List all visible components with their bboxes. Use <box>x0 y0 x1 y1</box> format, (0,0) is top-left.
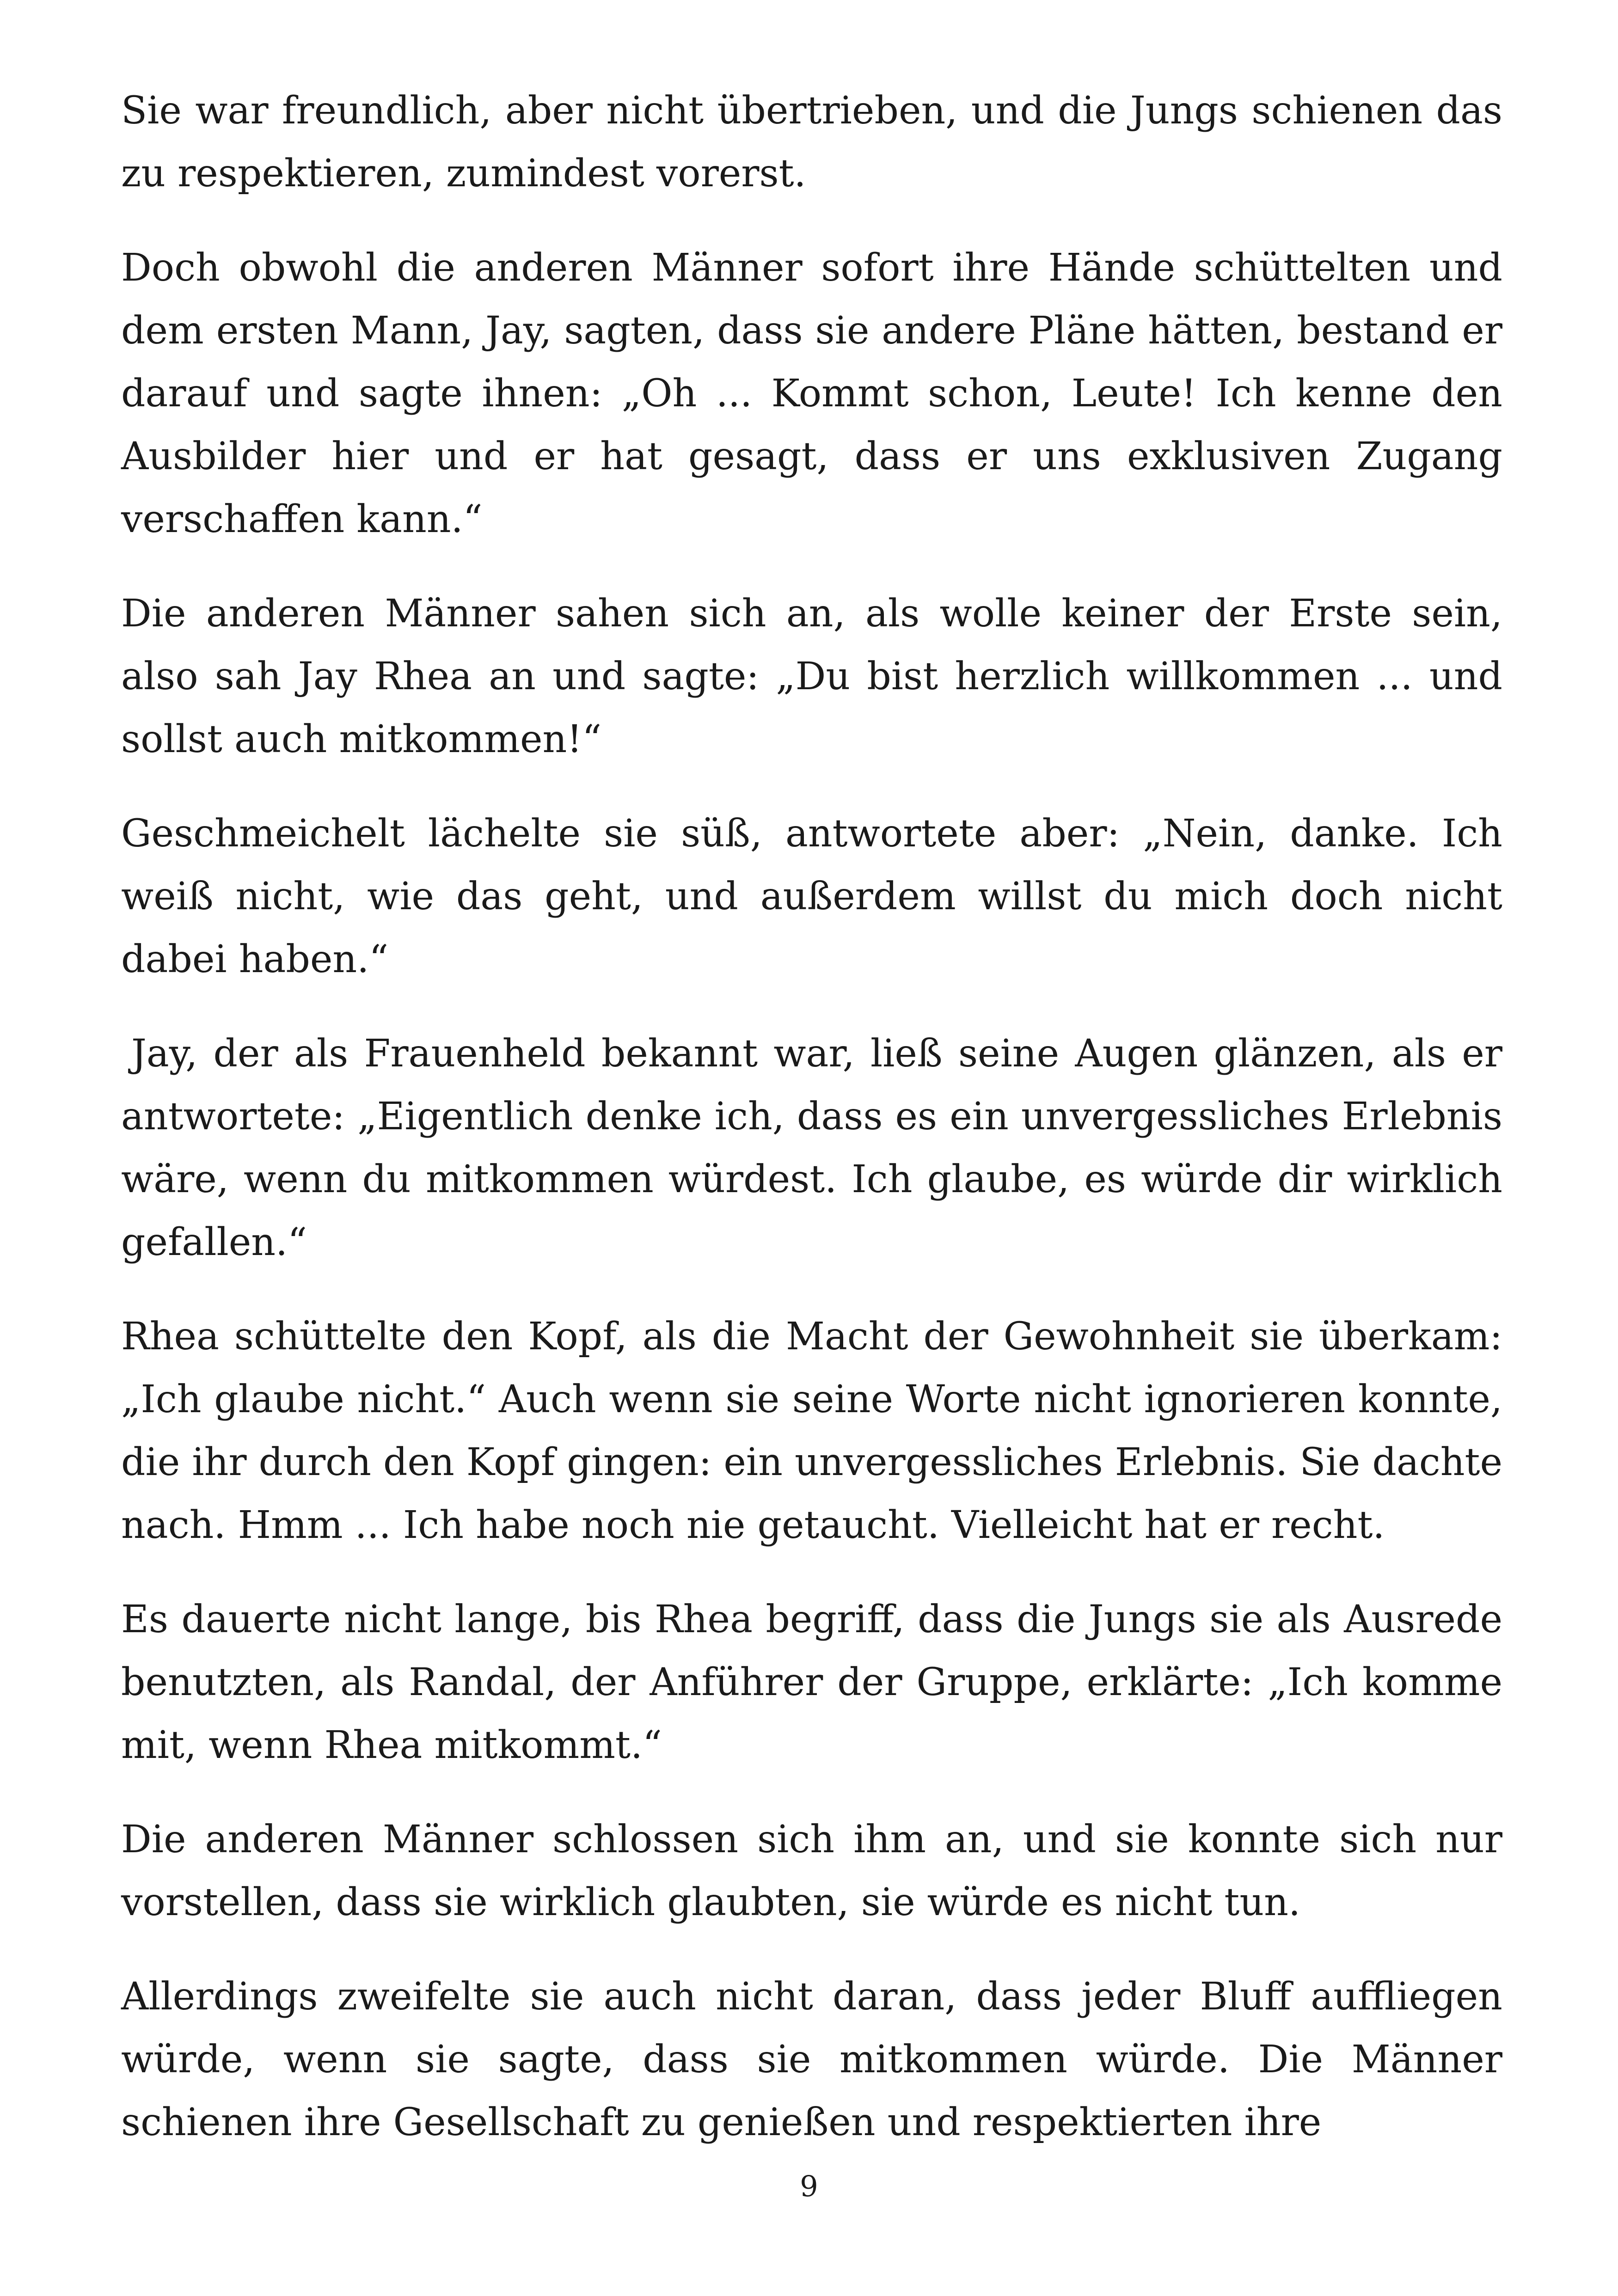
paragraph: Die anderen Männer schlossen sich ihm an, und sie konnte sich nur vorstellen, dass sie wirklich glaubten, sie würde es nicht tun. <box>121 1818 1502 1924</box>
paragraph: Geschmeichelt lächelte sie süß, antwortete aber: „Nein, danke. Ich weiß nicht, wie das geht, und außerdem willst du mich doch nicht dabei haben.“ <box>121 812 1502 981</box>
paragraph: Allerdings zweifelte sie auch nicht daran, dass jeder Bluff auffliegen würde, wenn sie sagte, dass sie mitkommen würde. Die Männer schienen ihre Gesellschaft zu genießen und respektierten ihre <box>121 1975 1502 2144</box>
paragraph: Sie war freundlich, aber nicht übertrieben, und die Jungs schienen das zu respektieren, zumindest vorerst. <box>121 89 1502 196</box>
body-text <box>121 80 1502 2186</box>
paragraph: Rhea schüttelte den Kopf, als die Macht der Gewohnheit sie überkam: „Ich glaube nicht.“ Auch wenn sie seine Worte nicht ignorieren konnte, die ihr durch den Kopf gingen: ein unvergessliches Erlebnis. Sie dachte nach. Hmm ... Ich habe noch nie getaucht. Vielleicht hat er recht. <box>121 1315 1502 1547</box>
page-number: 9 <box>800 2169 818 2203</box>
paragraph: Jay, der als Frauenheld bekannt war, ließ seine Augen glänzen, als er antwortete: „Eigentlich denke ich, dass es ein unvergessliches Erlebnis wäre, wenn du mitkommen würdest. Ich glaube, es würde dir wirklich gefallen.“ <box>121 1032 1502 1264</box>
paragraph: Die anderen Männer sahen sich an, als wolle keiner der Erste sein, also sah Jay Rhea an und sagte: „Du bist herzlich willkommen ... und sollst auch mitkommen!“ <box>121 592 1502 761</box>
paragraph: Doch obwohl die anderen Männer sofort ihre Hände schüttelten und dem ersten Mann, Jay, sagten, dass sie andere Pläne hätten, bestand er darauf und sagte ihnen: „Oh ... Kommt schon, Leute! Ich kenne den Ausbilder hier und er hat gesagt, dass er uns exklusiven Zugang verschaffen kann.“ <box>121 246 1502 541</box>
paragraph: Es dauerte nicht lange, bis Rhea begriff, dass die Jungs sie als Ausrede benutzten, als Randal, der Anführer der Gruppe, erklärte: „Ich komme mit, wenn Rhea mitkommt.“ <box>121 1598 1502 1767</box>
